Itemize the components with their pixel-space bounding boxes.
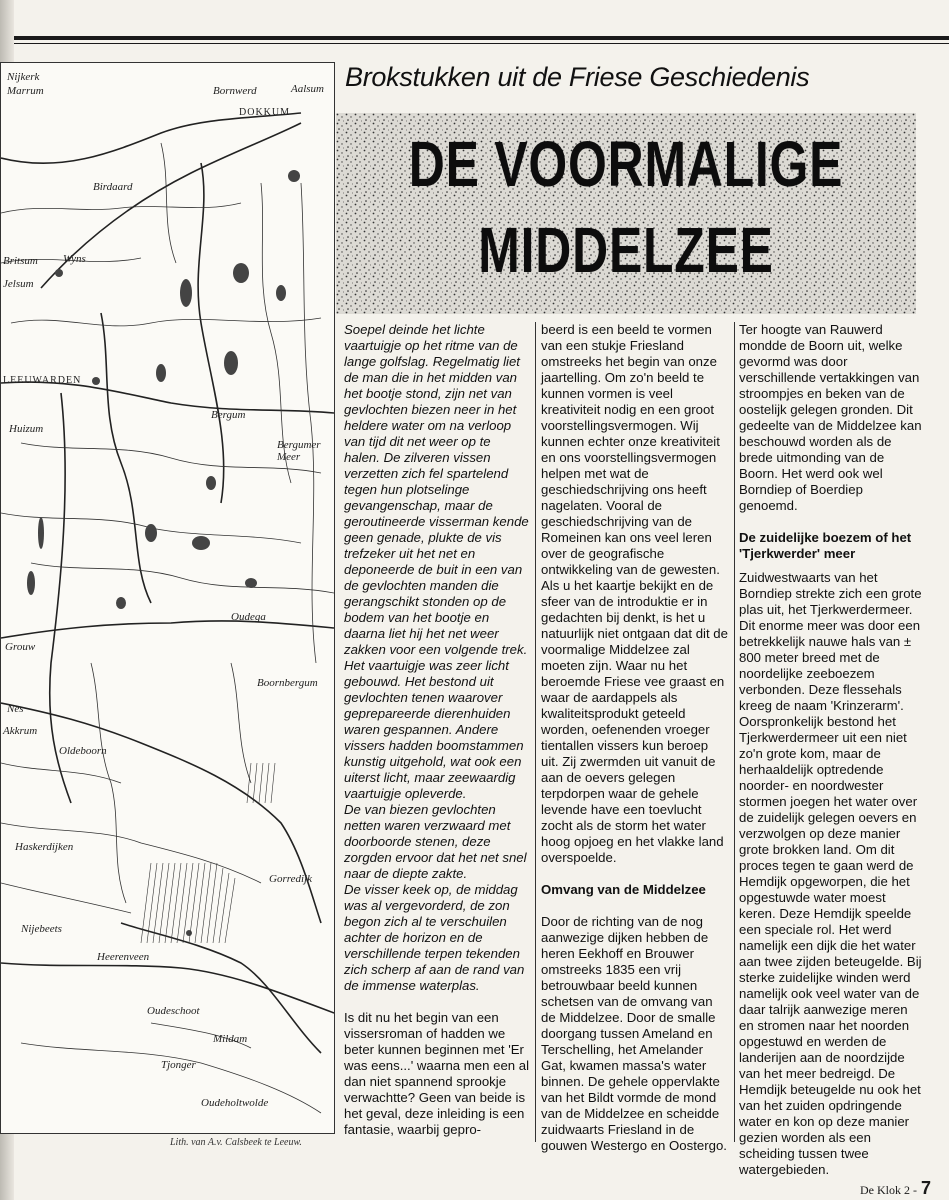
map-label-wyns: Wyns xyxy=(63,253,86,265)
magazine-name: De Klok 2 - xyxy=(859,1183,917,1197)
column-divider xyxy=(734,322,735,1142)
subheading-omvang: Omvang van de Middelzee xyxy=(541,882,706,897)
map-label-oudega: Oudega xyxy=(231,611,266,623)
col1-paragraph: Is dit nu het begin van een vissersroman of hadden we beter kunnen beginnen met 'Er was eens...' waarna men een al dan niet spannend sprookje verwachtte? Geen van beide is het geval, deze inleiding is een fantasie, waarbij gepro- xyxy=(344,1010,530,1137)
map-drawing xyxy=(1,63,334,1133)
map-label-oudeschoot: Oudeschoot xyxy=(147,1005,200,1017)
map-caption: Lith. van A.v. Calsbeek te Leeuw. xyxy=(170,1137,302,1148)
column-3 xyxy=(739,322,924,1178)
page-footer xyxy=(860,1178,931,1199)
map-label-aalsum: Aalsum xyxy=(291,83,324,95)
map-label-huizum: Huizum xyxy=(9,423,44,435)
col2-paragraph: Door de richting van de nog aanwezige dijken hebben de heren Eekhoff en Brouwer omstreeks 1835 een vrij betrouwbaar beeld kunnen schetsen van de omvang van de Middelzee. Door de smalle doorgang tussen Ameland en Terschelling, het Amelander Gat, kwamen massa's water binnen. De gehele oppervlakte van het Bildt vormde de mond van de Middelzee en scheidde zuidwaarts Friesland in de gouwen Westergo en Oostergo. xyxy=(541,914,727,1153)
col3-paragraph: Ter hoogte van Rauwerd mondde de Boorn uit, welke gevormd was door verschillende vertakkingen van stroompjes en beken van de oostelijk gelegen gronden. Dit gedeelte van de Middelzee kan beschouwd worden als de brede uitmonding van de Boorn. Het werd ook wel Borndiep of Boerdiep genoemd. xyxy=(739,322,922,513)
col1-paragraph: De van biezen gevlochten netten waren verzwaard met doorboorde stenen, deze zorgden ervoor dat het net snel naar de diepte zakte. xyxy=(344,802,527,881)
map-label-heerenveen: Heerenveen xyxy=(97,951,150,963)
col2-paragraph: Als u het kaartje bekijkt en de sfeer van de introduktie er in gedachten bij denkt, is het u natuurlijk niet ontgaan dat dit de voormalige Middelzee zal moeten zijn. Waar nu het beroemde Friese vee graast en waar de aardappels als kwaliteitsprodukt geteeld worden, oefenenden vroeger tientallen vissers kun beroep uit. Zij zwermden uit vanuit de aan de oevers gelegen terpdorpen waar de gehele levende have een toevlucht zocht als de storm het water hoog opjoeg en het vlakke land overspoelde. xyxy=(541,578,728,865)
map-label-nijebeets: Nijebeets xyxy=(21,923,62,935)
map-label-oldeboorn: Oldeboorn xyxy=(59,745,107,757)
map-label-leeuwarden: LEEUWARDEN xyxy=(3,375,82,386)
map-label-bornwerd: Bornwerd xyxy=(213,85,257,97)
map-label-bergum: Bergum xyxy=(211,409,246,421)
column-2 xyxy=(541,322,729,1154)
map-label-jelsum: Jelsum xyxy=(3,278,34,290)
headline xyxy=(336,113,916,293)
page-number: 7 xyxy=(920,1178,931,1198)
map-label-nijkerk: Nijkerk xyxy=(7,71,40,83)
col1-paragraph: Soepel deinde het lichte vaartuigje op het ritme van de lange golfslag. Regelmatig liet de man die in het midden van het bootje stond, zijn net van gevlochten biezen neer in het heldere water om na verloop van tijd dit net weer op te halen. De zilveren vissen verzetten zich fel spartelend tegen hun plotselinge gevangenschap, maar de geroutineerde visserman kende geen genade, plukte de vis trefzeker uit het net en deponeerde de buit in een van de gevlochten manden die gerangschikt stonden op de bodem van het bootje en daarna liet hij het net weer zakken voor een volgende trek. xyxy=(344,322,529,657)
map-label-marrum: Marrum xyxy=(7,85,44,97)
top-rule-thin xyxy=(14,43,949,44)
column-divider xyxy=(535,322,536,1142)
headline-line-1: DE VOORMALIGE xyxy=(408,128,844,200)
map-label-bergumer-meer: Bergumer Meer xyxy=(277,439,321,463)
headline-box xyxy=(336,113,916,314)
col2-paragraph: beerd is een beeld te vormen van een stukje Friesland omstreeks het begin van onze jaartelling. Om zo'n beeld te kunnen vormen is veel kreativiteit nodig en een groot voorstellingsvermogen. Wij kunnen echter onze kreativiteit en ons voorstellingsvermogen helpen met wat de geschiedschrijving ons heeft nagelaten. Vooral de geschiedschrijving van de Romeinen kan ons veel leren over de geografische ontwikkeling van de gewesten. xyxy=(541,322,720,577)
subheading-zuidelijke-boezem: De zuidelijke boezem of het 'Tjerkwerder' meer xyxy=(739,530,912,561)
map-label-gorredijk: Gorredijk xyxy=(269,873,312,885)
top-rule xyxy=(14,36,949,40)
map-label-britsum: Britsum xyxy=(3,255,38,267)
col1-paragraph: De visser keek op, de middag was al vergevorderd, de zon begon zich al te verschuilen achter de horizon en de verschillende terpen tekenden zich scherp af aan de rand van de immense waterplas. xyxy=(344,882,525,993)
series-title: Brokstukken uit de Friese Geschiedenis xyxy=(345,62,810,92)
map-label-haskerdijken: Haskerdijken xyxy=(15,841,74,853)
col1-paragraph: Het vaartuigje was zeer licht gebouwd. Het bestond uit gevlochten tenen waarover geprepareerde dierenhuiden waren gespannen. Andere vissers hadden boomstammen kunstig uitgehold, wat ook een uiterst licht, maar zeewaardig vaartuigje opleverde. xyxy=(344,658,524,801)
col3-paragraph: Zuidwestwaarts van het Borndiep strekte zich een grote plas uit, het Tjerkwerdermeer. Dit enorme meer was door een betrekkelijk nauwe hals van ± 800 meter breed met de noordelijke zeeboezem verbonden. Deze flessehals kreeg de naam 'Krinzerarm'. xyxy=(739,570,922,713)
map-label-akkrum: Akkrum xyxy=(3,725,38,737)
col3-paragraph: Oorspronkelijk bestond het Tjerkwerdermeer uit een niet zo'n grote kom, maar de herhaaldelijk optredende noorder- en noordwester stormen joegen het water over de zuidelijk gelegen oevers en verzwolgen op deze manier grote brokken land. Om dit proces tegen te gaan werd de Hemdijk opgeworpen, die het opgestuwde water moest keren. Deze Hemdijk speelde een speciale rol. Het werd namelijk een dijk die het water aan twee zijden beteugelde. Bij sterke zuidelijke winden werd namelijk ook veel water van de daar talrijk aanwezige meren en stromen naar het noorden opgestuwd en werden de landerijen aan de noordzijde van het meer bedreigd. De Hemdijk beteugelde nu ook het van het zuiden opdringende water en kon op deze manier gezien worden als een scheiding tussen twee watergebieden. xyxy=(739,714,922,1177)
map-label-birdaard: Birdaard xyxy=(93,181,133,193)
map-label-dokkum: DOKKUM xyxy=(239,107,290,118)
map-label-grouw: Grouw xyxy=(5,641,36,653)
headline-line-2: MIDDELZEE xyxy=(478,214,774,286)
map-label-mildam: Mildam xyxy=(213,1033,248,1045)
map-label-nes: Nes xyxy=(7,703,24,715)
column-1 xyxy=(344,322,530,1138)
historical-map xyxy=(0,62,335,1134)
map-label-oudeholtwolde: Oudeholtwolde xyxy=(201,1097,269,1109)
map-label-boornbergum: Boornbergum xyxy=(257,677,318,689)
map-label-tjonger: Tjonger xyxy=(161,1059,196,1071)
